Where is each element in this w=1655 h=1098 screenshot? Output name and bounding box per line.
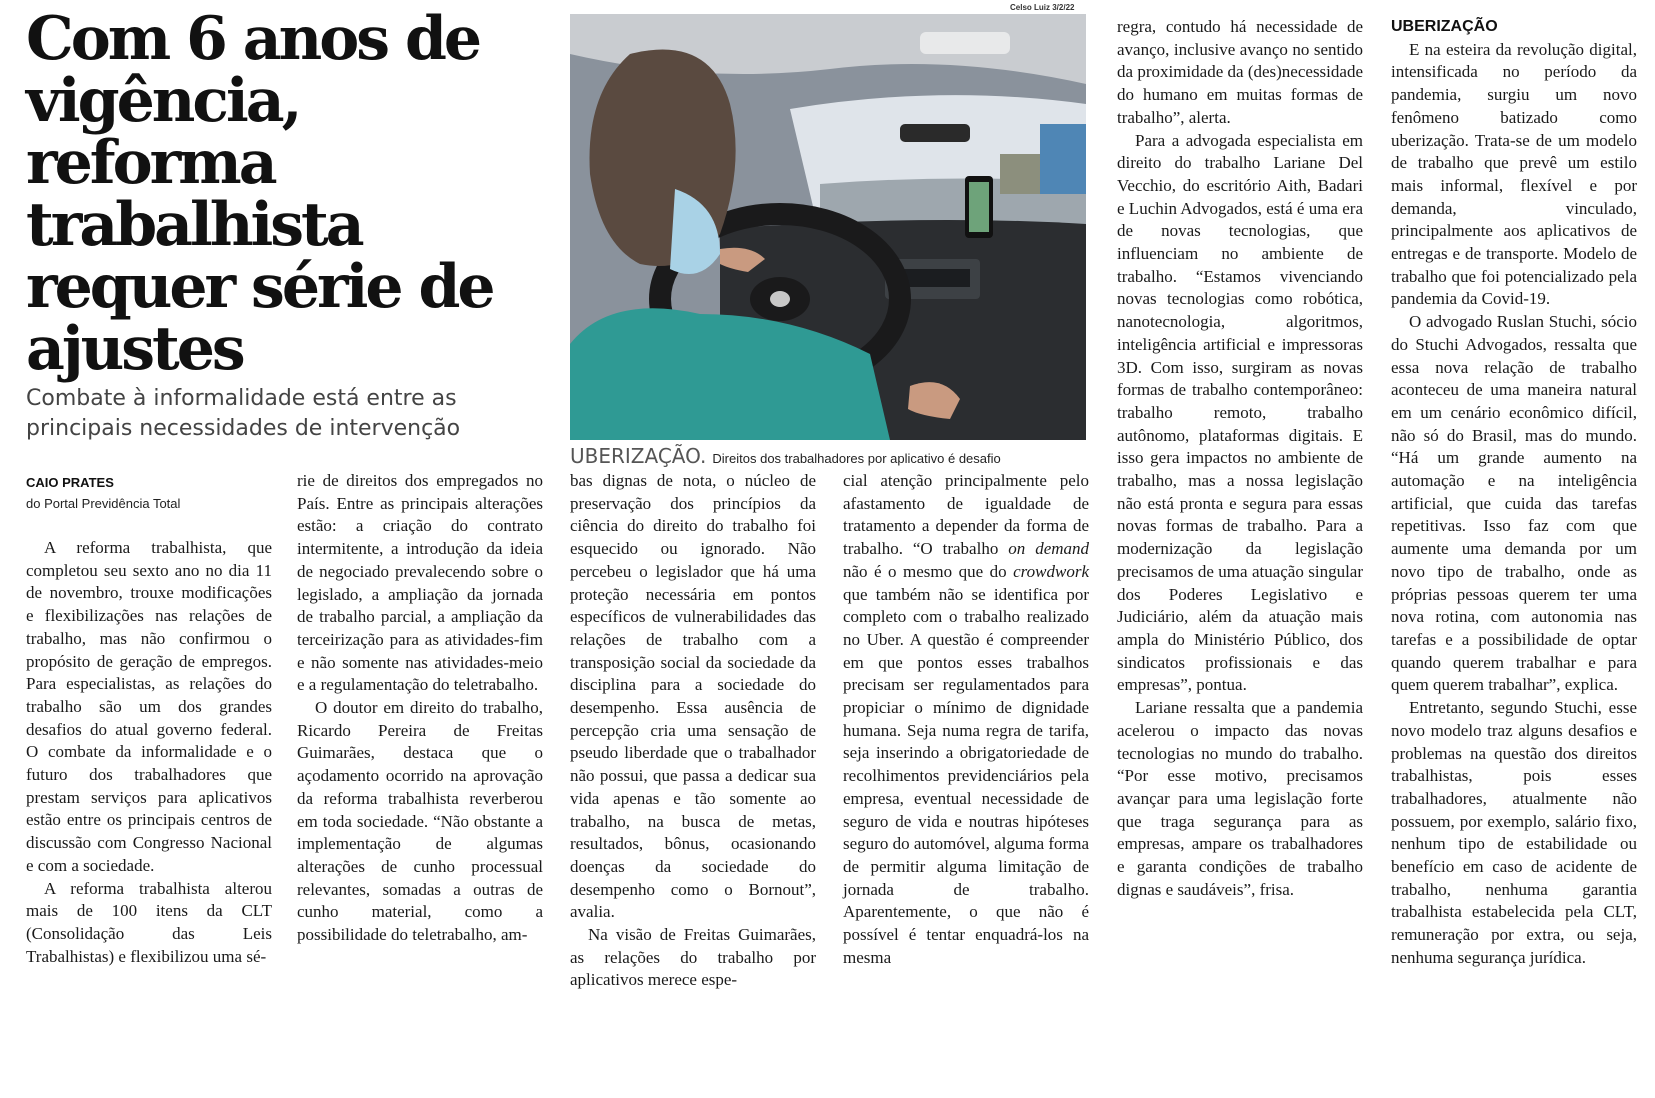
photo-driver-in-car <box>570 14 1086 440</box>
paragraph: Para a advogada especialista em direito do trabalho Lariane Del Vecchio, do escritório Aith, Badari e Luchin Advogados, está é uma era de novas tecnologias, que influenciam no ambiente de trabalho. “Estamos vivenciando novas tecnologias como robótica, nanotecnologia, algoritmos, inteligência artificial e impressoras 3D. Com isso, surgiram as novas formas de trabalho contemporâneo: trabalho remoto, trabalho autônomo, plataformas digitais. E isso gera impactos no ambiente de trabalho, mas a nossa legislação não está pronta e segura para essas novas formas de trabalho. Para a modernização da legislação precisamos de uma atuação singular dos Poderes Legislativo e Judiciário, além da atuação mais ampla do Ministério Público, dos sindicatos profissionais e das empresas”, pontua. <box>1117 130 1363 695</box>
text-run: não é o mesmo que do <box>843 561 1007 581</box>
article-column-6 <box>1391 16 1637 970</box>
subheadline: Combate à informalidade está entre as principais necessidades de intervenção <box>26 386 461 441</box>
headline: Com 6 anos de vigência, reforma trabalhista requer série de ajustes <box>26 4 493 384</box>
italic-term: on demand <box>1008 539 1090 559</box>
paragraph: O advogado Ruslan Stuchi, sócio do Stuchi Advogados, ressalta que essa nova relação de trabalho aconteceu de uma maneira natural em um cenário econômico difícil, não só do Brasil, mas do mundo. “Há um grande aumento na automação e na inteligência artificial, que cuida das tarefas repetitivas. Isso faz com que aumente uma demanda por um novo tipo de trabalho, onde as próprias pessoas querem ter uma nova rotina, com autonomia nas tarefas e a possibilidade de optar quando querem trabalhar e para quem querem trabalhar”, explica. <box>1391 312 1637 695</box>
photo-illustration <box>570 14 1086 440</box>
caption-text: Direitos dos trabalhadores por aplicativo é desafio <box>712 451 1001 466</box>
paragraph: regra, contudo há necessidade de avanço, inclusive avanço no sentido da proximidade da (des)necessidade do humano em muitas formas de trabalho”, alerta. <box>1117 17 1363 127</box>
article-column-2 <box>297 470 543 947</box>
paragraph: Na visão de Freitas Guimarães, as relações do trabalho por aplicativos merece espe- <box>570 925 816 990</box>
article-column-5 <box>1117 16 1363 901</box>
caption-lead: UBERIZAÇÃO. <box>570 444 707 468</box>
article-column-1 <box>26 537 272 968</box>
byline-author: CAIO PRATES <box>26 475 114 490</box>
article-column-4 <box>843 470 1089 969</box>
paragraph: bas dignas de nota, o núcleo de preservação dos princípios da ciência do direito do trabalho foi esquecido ou ignorado. Não percebeu o legislador que há uma proteção necessária em pontos específicos de vulnerabilidades das relações de trabalho com a transposição social da sociedade da disciplina para a sociedade do desempenho. Essa ausência de percepção cria uma sensação de pseudo liberdade que o trabalhador não possui, que passa a dedicar sua vida apenas e tão somente ao trabalho, na busca de metas, resultados, bônus, ocasionando doenças da sociedade do desempenho como o Bornout”, avalia. <box>570 471 816 922</box>
paragraph: Lariane ressalta que a pandemia acelerou o impacto das novas tecnologias no mundo do trabalho. “Por esse motivo, precisamos avançar para uma legislação forte que traga segurança para as empresas, ampare os trabalhadores e garanta condições de trabalho dignas e saudáveis”, frisa. <box>1117 698 1363 899</box>
paragraph <box>843 470 1089 969</box>
photo-caption <box>570 444 1090 468</box>
paragraph: A reforma trabalhista, que completou seu sexto ano no dia 11 de novembro, trouxe modificações e flexibilizações nas relações de trabalho, mas não confirmou o propósito de geração de empregos. Para especialistas, as relações do trabalho são um dos grandes desafios do atual governo federal. O combate da informalidade e o futuro dos trabalhadores que prestam serviços para aplicativos estão entre os principais centros de discussão com Congresso Nacional e com a sociedade. <box>26 538 272 875</box>
paragraph: O doutor em direito do trabalho, Ricardo Pereira de Freitas Guimarães, destaca que o açodamento ocorrido na aprovação da reforma trabalhista reverberou em toda sociedade. “Não obstante a implementação de algumas alterações de cunho processual relevantes, somadas a outras de cunho material, como a possibilidade do teletrabalho, am- <box>297 698 543 945</box>
photo-credit: Celso Luiz 3/2/22 <box>1010 3 1075 12</box>
paragraph: A reforma trabalhista alterou mais de 100 itens da CLT (Consolidação das Leis Trabalhistas) e flexibilizou uma sé- <box>26 878 272 966</box>
paragraph: Entretanto, segundo Stuchi, esse novo modelo traz alguns desafios e problemas na questão dos direitos trabalhistas, pois esses trabalhadores, atualmente não possuem, por exemplo, salário fixo, nenhum tipo de estabilidade ou benefício em caso de acidente de trabalho, nenhuma garantia trabalhista estabelecida pela CLT, remuneração por extra, ou seja, nenhuma segurança jurídica. <box>1391 698 1637 967</box>
paragraph: rie de direitos dos empregados no País. Entre as principais alterações estão: a criação do contrato intermitente, a introdução da ideia de negociado prevalecendo sobre o legislado, a ampliação da jornada de trabalho parcial, a ampliação da terceirização para as atividades-fim e não somente nas atividades-meio e a regulamentação do teletrabalho. <box>297 471 543 695</box>
section-heading: UBERIZAÇÃO <box>1391 18 1498 35</box>
text-run: cial atenção principalmente pelo afastamento de igualdade de tratamento a depender da forma de trabalho. “O trabalho <box>843 471 1089 559</box>
italic-term: crowdwork <box>1013 561 1089 581</box>
paragraph: E na esteira da revolução digital, intensificada no período da pandemia, surgiu um novo fenômeno batizado como uberização. Trata-se de um modelo de trabalho que prevê um estilo mais informal, flexível e por demanda, vinculado, principalmente aos aplicativos de entregas e de transporte. Modelo de trabalho que foi potencializado pela pandemia da Covid-19. <box>1391 39 1637 309</box>
text-run: que também não se identifica por completo com o trabalho realizado no Uber. A questão é compreender em que pontos esses trabalhos precisam ser regulamentados para propiciar o mínimo de dignidade humana. Seja numa regra de tarifa, seja inserindo a obrigatoriedade de recolhimentos previdenciários pela empresa, eventual necessidade de seguro de vida e noutras hipóteses seguro do automóvel, alguma forma de permitir alguma limitação de jornada de trabalho. Aparentemente, o que não é possível é tentar enquadrá-los na mesma <box>843 584 1089 967</box>
byline-organization: do Portal Previdência Total <box>26 496 181 511</box>
article-column-3 <box>570 470 816 992</box>
